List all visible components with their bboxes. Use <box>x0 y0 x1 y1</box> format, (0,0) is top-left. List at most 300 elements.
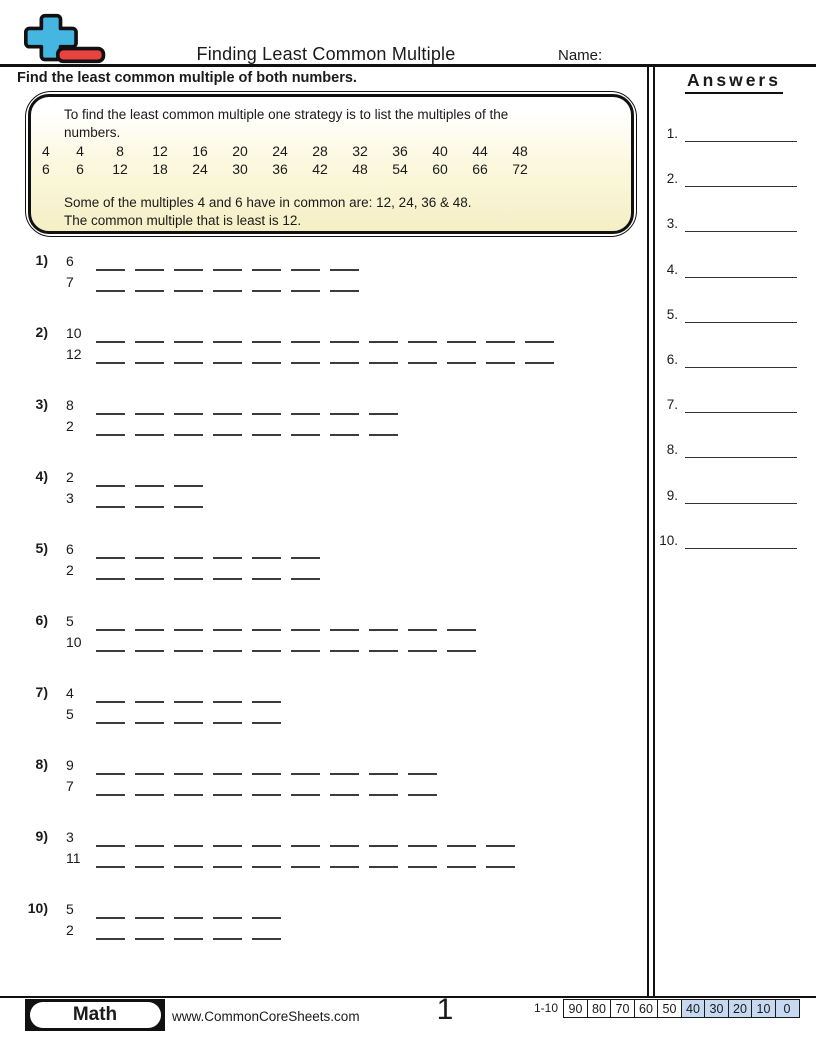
multiple-blank[interactable] <box>330 274 359 292</box>
problem-row <box>66 415 398 436</box>
multiples-blanks <box>96 922 281 940</box>
example-intro-line1: To find the least common multiple one strategy is to list the multiples of the <box>64 107 509 122</box>
multiple-blank[interactable] <box>447 829 476 847</box>
multiple-blank[interactable] <box>408 778 437 796</box>
multiple-blank[interactable] <box>525 346 554 364</box>
problem-operand: 4 <box>66 685 74 701</box>
multiple-blank[interactable] <box>330 613 359 631</box>
multiple-blank[interactable] <box>96 346 125 364</box>
multiple-blank[interactable] <box>525 325 554 343</box>
problem-row <box>66 847 515 868</box>
answer-item-9 <box>652 486 798 504</box>
multiple-blank[interactable] <box>96 541 125 559</box>
multiple-blank[interactable] <box>96 418 125 436</box>
multiples-blanks <box>96 469 203 487</box>
multiple-blank[interactable] <box>291 325 320 343</box>
score-cell-20: 20 <box>728 999 753 1018</box>
subject-badge <box>25 999 165 1031</box>
answer-line[interactable] <box>685 263 797 278</box>
multiples-blanks <box>96 613 476 631</box>
score-cell-40: 40 <box>681 999 706 1018</box>
multiple-blank[interactable] <box>252 829 281 847</box>
website-text: www.CommonCoreSheets.com <box>172 1009 360 1024</box>
multiple-blank[interactable] <box>174 613 203 631</box>
multiples-blanks <box>96 253 359 271</box>
answer-item-3 <box>652 214 798 232</box>
multiple-blank[interactable] <box>135 469 164 487</box>
problem-operand: 7 <box>66 274 74 290</box>
example-multiple-value: 6 <box>76 161 84 177</box>
problem-number-label: 2) <box>35 324 48 340</box>
example-multiple-value: 44 <box>472 143 488 159</box>
answers-heading <box>652 70 816 91</box>
multiple-blank[interactable] <box>174 325 203 343</box>
example-multiple-value: 18 <box>152 161 168 177</box>
multiple-blank[interactable] <box>252 634 281 652</box>
multiple-blank[interactable] <box>330 778 359 796</box>
multiple-blank[interactable] <box>135 850 164 868</box>
problem-row <box>66 898 281 919</box>
answer-line[interactable] <box>685 353 797 368</box>
multiple-blank[interactable] <box>96 490 125 508</box>
multiple-blank[interactable] <box>135 613 164 631</box>
score-cell-30: 30 <box>704 999 729 1018</box>
problem-2 <box>20 322 554 364</box>
multiple-blank[interactable] <box>252 418 281 436</box>
multiple-blank[interactable] <box>135 829 164 847</box>
multiples-blanks <box>96 634 476 652</box>
problem-operand: 2 <box>66 418 74 434</box>
multiple-blank[interactable] <box>135 325 164 343</box>
multiple-blank[interactable] <box>252 562 281 580</box>
multiples-blanks <box>96 397 398 415</box>
multiple-blank[interactable] <box>174 397 203 415</box>
multiple-blank[interactable] <box>96 778 125 796</box>
multiple-blank[interactable] <box>252 901 281 919</box>
multiples-blanks <box>96 541 320 559</box>
multiple-blank[interactable] <box>213 418 242 436</box>
example-multiple-value: 72 <box>512 161 528 177</box>
multiple-blank[interactable] <box>135 922 164 940</box>
multiple-blank[interactable] <box>135 397 164 415</box>
problem-operand: 12 <box>66 346 82 362</box>
example-multiple-value: 40 <box>432 143 448 159</box>
multiple-blank[interactable] <box>174 346 203 364</box>
multiple-blank[interactable] <box>252 325 281 343</box>
multiple-blank[interactable] <box>96 901 125 919</box>
problem-operand: 2 <box>66 922 74 938</box>
multiple-blank[interactable] <box>252 541 281 559</box>
problem-6 <box>20 610 476 652</box>
score-cell-70: 70 <box>610 999 635 1018</box>
multiple-blank[interactable] <box>447 325 476 343</box>
problem-rows <box>66 682 281 724</box>
multiple-blank[interactable] <box>135 757 164 775</box>
example-multiple-value: 42 <box>312 161 328 177</box>
example-multiples <box>31 142 631 178</box>
multiple-blank[interactable] <box>252 778 281 796</box>
answer-line[interactable] <box>685 172 797 187</box>
example-multiple-value: 32 <box>352 143 368 159</box>
score-cell-90: 90 <box>563 999 588 1018</box>
problem-number-label: 5) <box>35 540 48 556</box>
multiple-blank[interactable] <box>213 562 242 580</box>
answer-item-10 <box>652 531 798 549</box>
example-multiples-row <box>31 142 631 160</box>
multiples-blanks <box>96 706 281 724</box>
problem-row <box>66 487 203 508</box>
multiple-blank[interactable] <box>174 253 203 271</box>
multiple-blank[interactable] <box>135 418 164 436</box>
answer-number: 6. <box>666 352 678 367</box>
multiple-blank[interactable] <box>408 613 437 631</box>
multiple-blank[interactable] <box>135 274 164 292</box>
problem-number-label: 8) <box>35 756 48 772</box>
multiple-blank[interactable] <box>213 685 242 703</box>
multiple-blank[interactable] <box>213 706 242 724</box>
multiple-blank[interactable] <box>408 346 437 364</box>
example-intro <box>64 106 631 142</box>
multiple-blank[interactable] <box>174 778 203 796</box>
multiples-blanks <box>96 850 515 868</box>
multiple-blank[interactable] <box>96 829 125 847</box>
multiple-blank[interactable] <box>96 685 125 703</box>
multiples-blanks <box>96 274 359 292</box>
example-intro-line2: numbers. <box>64 125 121 140</box>
multiple-blank[interactable] <box>135 778 164 796</box>
score-cell-80: 80 <box>587 999 612 1018</box>
multiple-blank[interactable] <box>213 346 242 364</box>
problem-row <box>66 271 359 292</box>
multiple-blank[interactable] <box>369 829 398 847</box>
problem-row <box>66 394 398 415</box>
multiple-blank[interactable] <box>369 613 398 631</box>
example-multiples-row <box>31 160 631 178</box>
answer-number: 4. <box>666 262 678 277</box>
multiple-blank[interactable] <box>447 850 476 868</box>
answer-number: 8. <box>666 442 678 457</box>
answer-item-6 <box>652 350 798 368</box>
answers-heading-text: Answers <box>685 70 783 94</box>
example-multiple-value: 36 <box>272 161 288 177</box>
problem-number-label: 3) <box>35 396 48 412</box>
answer-item-4 <box>652 260 798 278</box>
example-multiple-value: 24 <box>192 161 208 177</box>
multiple-blank[interactable] <box>174 901 203 919</box>
multiple-blank[interactable] <box>291 418 320 436</box>
multiple-blank[interactable] <box>213 397 242 415</box>
example-multiple-value: 60 <box>432 161 448 177</box>
problem-operand: 6 <box>66 253 74 269</box>
multiple-blank[interactable] <box>96 325 125 343</box>
multiple-blank[interactable] <box>213 922 242 940</box>
multiple-blank[interactable] <box>96 613 125 631</box>
multiple-blank[interactable] <box>369 418 398 436</box>
multiple-blank[interactable] <box>96 634 125 652</box>
problem-row <box>66 631 476 652</box>
multiple-blank[interactable] <box>252 253 281 271</box>
header-rule <box>0 64 816 67</box>
multiple-blank[interactable] <box>369 346 398 364</box>
problem-3 <box>20 394 398 436</box>
multiple-blank[interactable] <box>135 685 164 703</box>
multiple-blank[interactable] <box>96 706 125 724</box>
problem-row <box>66 754 437 775</box>
multiple-blank[interactable] <box>174 418 203 436</box>
multiple-blank[interactable] <box>291 253 320 271</box>
multiple-blank[interactable] <box>213 541 242 559</box>
example-multiple-value: 24 <box>272 143 288 159</box>
problem-row <box>66 919 281 940</box>
multiple-blank[interactable] <box>213 778 242 796</box>
problem-operand: 11 <box>66 850 81 866</box>
multiple-blank[interactable] <box>369 325 398 343</box>
multiple-blank[interactable] <box>174 541 203 559</box>
multiple-blank[interactable] <box>447 613 476 631</box>
answer-line[interactable] <box>685 127 797 142</box>
multiple-blank[interactable] <box>291 562 320 580</box>
multiple-blank[interactable] <box>252 922 281 940</box>
answer-number: 7. <box>666 397 678 412</box>
multiple-blank[interactable] <box>213 613 242 631</box>
multiple-blank[interactable] <box>252 685 281 703</box>
example-multiple-value: 48 <box>512 143 528 159</box>
problem-5 <box>20 538 320 580</box>
multiple-blank[interactable] <box>330 325 359 343</box>
answer-line[interactable] <box>685 398 797 413</box>
multiple-blank[interactable] <box>486 346 515 364</box>
multiple-blank[interactable] <box>213 253 242 271</box>
problem-operand: 6 <box>66 541 74 557</box>
multiple-blank[interactable] <box>408 829 437 847</box>
multiples-blanks <box>96 778 437 796</box>
answer-line[interactable] <box>685 217 797 232</box>
multiples-blanks <box>96 757 437 775</box>
problem-row <box>66 322 554 343</box>
name-label: Name: <box>558 47 603 64</box>
multiple-blank[interactable] <box>291 397 320 415</box>
multiple-blank[interactable] <box>330 634 359 652</box>
multiple-blank[interactable] <box>330 850 359 868</box>
problem-row <box>66 682 281 703</box>
problem-4 <box>20 466 203 508</box>
problem-operand: 10 <box>66 325 82 341</box>
problem-operand: 2 <box>66 469 74 485</box>
page-number: 1 <box>436 993 454 1026</box>
multiple-blank[interactable] <box>330 757 359 775</box>
problem-number-label: 1) <box>35 252 48 268</box>
multiple-blank[interactable] <box>174 469 203 487</box>
multiple-blank[interactable] <box>291 613 320 631</box>
problem-operand: 10 <box>66 634 82 650</box>
multiple-blank[interactable] <box>408 757 437 775</box>
multiple-blank[interactable] <box>135 562 164 580</box>
multiple-blank[interactable] <box>369 757 398 775</box>
multiple-blank[interactable] <box>135 634 164 652</box>
multiple-blank[interactable] <box>213 901 242 919</box>
problem-row <box>66 775 437 796</box>
answer-item-8 <box>652 440 798 458</box>
score-range-label: 1-10 <box>533 1001 558 1015</box>
answer-line[interactable] <box>685 443 797 458</box>
multiple-blank[interactable] <box>408 850 437 868</box>
multiple-blank[interactable] <box>96 562 125 580</box>
answer-line[interactable] <box>685 534 797 549</box>
problem-operand: 5 <box>66 613 74 629</box>
answer-item-1 <box>652 124 798 142</box>
multiple-blank[interactable] <box>369 397 398 415</box>
problem-row <box>66 343 554 364</box>
problem-number-label: 10) <box>27 900 48 916</box>
answer-item-7 <box>652 395 798 413</box>
subject-badge-label: Math <box>30 1002 161 1028</box>
problem-rows <box>66 826 515 868</box>
multiple-blank[interactable] <box>291 829 320 847</box>
multiple-blank[interactable] <box>486 829 515 847</box>
multiple-blank[interactable] <box>135 346 164 364</box>
problem-rows <box>66 394 398 436</box>
example-multiple-value: 28 <box>312 143 328 159</box>
problem-row <box>66 610 476 631</box>
answer-line[interactable] <box>685 308 797 323</box>
answer-line[interactable] <box>685 489 797 504</box>
multiples-blanks <box>96 418 398 436</box>
multiple-blank[interactable] <box>330 346 359 364</box>
multiple-blank[interactable] <box>291 274 320 292</box>
multiple-blank[interactable] <box>96 850 125 868</box>
example-multiple-value: 54 <box>392 161 408 177</box>
multiple-blank[interactable] <box>486 325 515 343</box>
footer-rule <box>0 996 816 998</box>
example-multiple-value: 12 <box>112 161 128 177</box>
multiple-blank[interactable] <box>174 562 203 580</box>
multiple-blank[interactable] <box>213 325 242 343</box>
example-multiple-value: 48 <box>352 161 368 177</box>
example-multiple-value: 4 <box>76 143 84 159</box>
multiple-blank[interactable] <box>96 253 125 271</box>
multiple-blank[interactable] <box>447 634 476 652</box>
answer-number: 9. <box>666 488 678 503</box>
multiples-blanks <box>96 829 515 847</box>
multiple-blank[interactable] <box>213 274 242 292</box>
multiple-blank[interactable] <box>174 757 203 775</box>
multiple-blank[interactable] <box>213 850 242 868</box>
problem-number-label: 9) <box>35 828 48 844</box>
problem-rows <box>66 610 476 652</box>
multiple-blank[interactable] <box>252 274 281 292</box>
problem-1 <box>20 250 359 292</box>
multiple-blank[interactable] <box>486 850 515 868</box>
problem-operand: 3 <box>66 490 74 506</box>
multiple-blank[interactable] <box>174 685 203 703</box>
example-multiple-value: 66 <box>472 161 488 177</box>
multiple-blank[interactable] <box>291 634 320 652</box>
multiples-blanks <box>96 685 281 703</box>
multiple-blank[interactable] <box>252 757 281 775</box>
multiple-blank[interactable] <box>96 469 125 487</box>
multiple-blank[interactable] <box>252 397 281 415</box>
multiple-blank[interactable] <box>291 757 320 775</box>
instruction-text: Find the least common multiple of both numbers. <box>17 70 357 86</box>
score-cell-60: 60 <box>634 999 659 1018</box>
multiple-blank[interactable] <box>369 778 398 796</box>
example-multiple-value: 30 <box>232 161 248 177</box>
multiple-blank[interactable] <box>135 541 164 559</box>
multiple-blank[interactable] <box>135 706 164 724</box>
answer-item-2 <box>652 169 798 187</box>
problem-operand: 2 <box>66 562 74 578</box>
multiple-blank[interactable] <box>174 634 203 652</box>
multiple-blank[interactable] <box>291 346 320 364</box>
score-cell-10: 10 <box>751 999 776 1018</box>
multiple-blank[interactable] <box>213 634 242 652</box>
multiple-blank[interactable] <box>330 829 359 847</box>
multiple-blank[interactable] <box>174 829 203 847</box>
example-multiple-value: 20 <box>232 143 248 159</box>
multiple-blank[interactable] <box>174 706 203 724</box>
problem-9 <box>20 826 515 868</box>
problem-rows <box>66 250 359 292</box>
multiple-blank[interactable] <box>408 634 437 652</box>
score-cell-0: 0 <box>775 999 800 1018</box>
multiple-blank[interactable] <box>252 706 281 724</box>
multiple-blank[interactable] <box>174 850 203 868</box>
multiple-blank[interactable] <box>96 757 125 775</box>
problem-operand: 7 <box>66 778 74 794</box>
multiple-blank[interactable] <box>252 613 281 631</box>
multiple-blank[interactable] <box>135 253 164 271</box>
multiple-blank[interactable] <box>174 490 203 508</box>
problem-row <box>66 538 320 559</box>
multiple-blank[interactable] <box>447 346 476 364</box>
multiple-blank[interactable] <box>291 541 320 559</box>
multiple-blank[interactable] <box>96 397 125 415</box>
multiple-blank[interactable] <box>96 274 125 292</box>
problem-number-label: 6) <box>35 612 48 628</box>
example-least-line: The common multiple that is least is 12. <box>64 213 302 228</box>
multiple-blank[interactable] <box>252 346 281 364</box>
problem-8 <box>20 754 437 796</box>
multiple-blank[interactable] <box>330 397 359 415</box>
multiple-blank[interactable] <box>369 850 398 868</box>
multiple-blank[interactable] <box>135 901 164 919</box>
multiple-blank[interactable] <box>213 757 242 775</box>
multiple-blank[interactable] <box>252 850 281 868</box>
multiple-blank[interactable] <box>213 829 242 847</box>
problem-number-label: 7) <box>35 684 48 700</box>
answer-number: 2. <box>666 171 678 186</box>
problem-row <box>66 466 203 487</box>
example-multiple-value: 16 <box>192 143 208 159</box>
multiple-blank[interactable] <box>291 778 320 796</box>
multiple-blank[interactable] <box>291 850 320 868</box>
multiple-blank[interactable] <box>96 922 125 940</box>
problem-7 <box>20 682 281 724</box>
problem-operand: 9 <box>66 757 74 773</box>
problem-rows <box>66 466 203 508</box>
answer-number: 5. <box>666 307 678 322</box>
multiples-blanks <box>96 490 203 508</box>
multiple-blank[interactable] <box>369 634 398 652</box>
multiple-blank[interactable] <box>408 325 437 343</box>
problem-operand: 5 <box>66 706 74 722</box>
multiple-blank[interactable] <box>135 490 164 508</box>
problem-rows <box>66 754 437 796</box>
multiple-blank[interactable] <box>330 253 359 271</box>
multiple-blank[interactable] <box>330 418 359 436</box>
multiple-blank[interactable] <box>174 274 203 292</box>
multiple-blank[interactable] <box>174 922 203 940</box>
